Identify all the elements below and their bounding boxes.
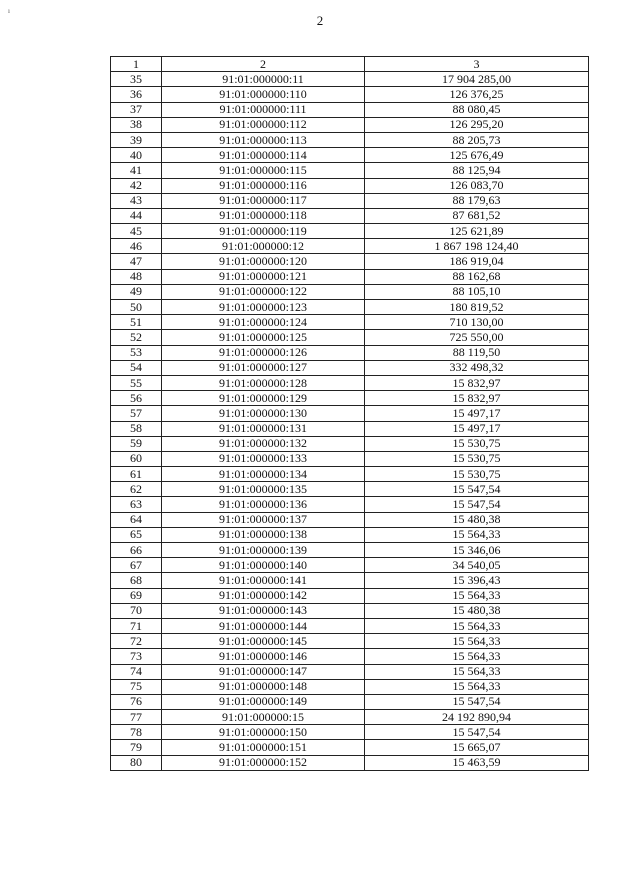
row-number-cell: 41 [111,163,162,178]
table-row [111,694,589,709]
table-row [111,117,589,132]
registry-table [110,56,589,771]
cadastral-number-cell: 91:01:000000:11 [162,72,365,87]
cadastral-number-cell: 91:01:000000:144 [162,618,365,633]
table-row [111,254,589,269]
value-cell: 15 480,38 [365,512,589,527]
table-row [111,239,589,254]
value-cell: 15 547,54 [365,497,589,512]
cadastral-number-cell: 91:01:000000:119 [162,224,365,239]
row-number-cell: 65 [111,527,162,542]
cadastral-number-cell: 91:01:000000:113 [162,132,365,147]
value-cell: 15 564,33 [365,527,589,542]
value-cell: 17 904 285,00 [365,72,589,87]
table-row [111,163,589,178]
row-number-cell: 36 [111,87,162,102]
registry-table-body [111,57,589,771]
cadastral-number-cell: 91:01:000000:131 [162,421,365,436]
cadastral-number-cell: 91:01:000000:118 [162,208,365,223]
cadastral-number-cell: 91:01:000000:133 [162,451,365,466]
cadastral-number-cell: 91:01:000000:142 [162,588,365,603]
row-number-cell: 38 [111,117,162,132]
value-cell: 15 564,33 [365,634,589,649]
value-cell: 15 497,17 [365,421,589,436]
value-cell: 15 547,54 [365,694,589,709]
value-cell: 88 080,45 [365,102,589,117]
value-cell: 24 192 890,94 [365,710,589,725]
value-cell: 34 540,05 [365,558,589,573]
value-cell: 15 564,33 [365,679,589,694]
row-number-cell: 55 [111,375,162,390]
cadastral-number-cell: 91:01:000000:152 [162,755,365,770]
cadastral-number-cell: 91:01:000000:130 [162,406,365,421]
table-row [111,679,589,694]
row-number-cell: 73 [111,649,162,664]
cadastral-number-cell: 91:01:000000:151 [162,740,365,755]
cadastral-number-cell: 91:01:000000:136 [162,497,365,512]
row-number-cell: 58 [111,421,162,436]
table-row [111,512,589,527]
cadastral-number-cell: 91:01:000000:137 [162,512,365,527]
cadastral-number-cell: 91:01:000000:127 [162,360,365,375]
row-number-cell: 48 [111,269,162,284]
value-cell: 126 376,25 [365,87,589,102]
value-cell: 15 547,54 [365,725,589,740]
row-number-cell: 60 [111,451,162,466]
cadastral-number-cell: 91:01:000000:112 [162,117,365,132]
value-cell: 87 681,52 [365,208,589,223]
cadastral-number-cell: 91:01:000000:124 [162,315,365,330]
cadastral-number-cell: 91:01:000000:120 [162,254,365,269]
cadastral-number-cell: 91:01:000000:135 [162,482,365,497]
table-row [111,527,589,542]
table-row [111,178,589,193]
table-row [111,284,589,299]
table-row [111,193,589,208]
cadastral-number-cell: 91:01:000000:121 [162,269,365,284]
cadastral-number-cell: 91:01:000000:132 [162,436,365,451]
value-cell: 15 832,97 [365,375,589,390]
cadastral-number-cell: 91:01:000000:116 [162,178,365,193]
cadastral-number-cell: 91:01:000000:145 [162,634,365,649]
row-number-cell: 42 [111,178,162,193]
table-row [111,360,589,375]
table-row [111,436,589,451]
table-row [111,72,589,87]
table-row [111,315,589,330]
value-cell: 88 125,94 [365,163,589,178]
row-number-cell: 69 [111,588,162,603]
table-row [111,375,589,390]
table-row [111,467,589,482]
value-cell: 88 162,68 [365,269,589,284]
table-row [111,330,589,345]
value-cell: 88 119,50 [365,345,589,360]
cadastral-number-cell: 91:01:000000:111 [162,102,365,117]
row-number-cell: 66 [111,543,162,558]
row-number-cell: 46 [111,239,162,254]
row-number-cell: 52 [111,330,162,345]
row-number-cell: 57 [111,406,162,421]
row-number-cell: 53 [111,345,162,360]
table-row [111,451,589,466]
row-number-cell: 64 [111,512,162,527]
value-cell: 88 205,73 [365,132,589,147]
value-cell: 15 530,75 [365,467,589,482]
table-row [111,664,589,679]
table-row [111,740,589,755]
table-row [111,406,589,421]
cadastral-number-cell: 91:01:000000:143 [162,603,365,618]
cadastral-number-cell: 91:01:000000:123 [162,300,365,315]
row-number-cell: 50 [111,300,162,315]
cadastral-number-cell: 91:01:000000:122 [162,284,365,299]
row-number-cell: 40 [111,148,162,163]
row-number-cell: 67 [111,558,162,573]
cadastral-number-cell: 91:01:000000:114 [162,148,365,163]
value-cell: 126 083,70 [365,178,589,193]
row-number-cell: 79 [111,740,162,755]
value-cell: 126 295,20 [365,117,589,132]
cadastral-number-cell: 91:01:000000:146 [162,649,365,664]
row-number-cell: 71 [111,618,162,633]
row-number-cell: 74 [111,664,162,679]
row-number-cell: 51 [111,315,162,330]
value-cell: 710 130,00 [365,315,589,330]
column-header-2: 2 [162,57,365,72]
cadastral-number-cell: 91:01:000000:117 [162,193,365,208]
value-cell: 15 564,33 [365,588,589,603]
table-row [111,269,589,284]
cadastral-number-cell: 91:01:000000:139 [162,543,365,558]
table-row [111,421,589,436]
value-cell: 15 564,33 [365,618,589,633]
value-cell: 15 530,75 [365,451,589,466]
row-number-cell: 62 [111,482,162,497]
column-header-3: 3 [365,57,589,72]
value-cell: 125 676,49 [365,148,589,163]
table-row [111,603,589,618]
corner-mark: ı [8,7,10,15]
row-number-cell: 72 [111,634,162,649]
table-row [111,634,589,649]
value-cell: 332 498,32 [365,360,589,375]
cadastral-number-cell: 91:01:000000:138 [162,527,365,542]
table-row [111,345,589,360]
table-row [111,573,589,588]
table-row [111,87,589,102]
value-cell: 15 530,75 [365,436,589,451]
value-cell: 15 480,38 [365,603,589,618]
row-number-cell: 59 [111,436,162,451]
row-number-cell: 49 [111,284,162,299]
value-cell: 186 919,04 [365,254,589,269]
cadastral-number-cell: 91:01:000000:134 [162,467,365,482]
value-cell: 15 665,07 [365,740,589,755]
table-row [111,148,589,163]
value-cell: 180 819,52 [365,300,589,315]
row-number-cell: 78 [111,725,162,740]
cadastral-number-cell: 91:01:000000:129 [162,391,365,406]
cadastral-number-cell: 91:01:000000:150 [162,725,365,740]
value-cell: 15 547,54 [365,482,589,497]
row-number-cell: 80 [111,755,162,770]
cadastral-number-cell: 91:01:000000:140 [162,558,365,573]
value-cell: 15 346,06 [365,543,589,558]
row-number-cell: 45 [111,224,162,239]
cadastral-number-cell: 91:01:000000:147 [162,664,365,679]
table-row [111,300,589,315]
row-number-cell: 37 [111,102,162,117]
cadastral-number-cell: 91:01:000000:110 [162,87,365,102]
cadastral-number-cell: 91:01:000000:141 [162,573,365,588]
cadastral-number-cell: 91:01:000000:115 [162,163,365,178]
row-number-cell: 70 [111,603,162,618]
row-number-cell: 43 [111,193,162,208]
value-cell: 15 497,17 [365,406,589,421]
value-cell: 125 621,89 [365,224,589,239]
row-number-cell: 56 [111,391,162,406]
cadastral-number-cell: 91:01:000000:15 [162,710,365,725]
table-row [111,649,589,664]
row-number-cell: 76 [111,694,162,709]
row-number-cell: 39 [111,132,162,147]
table-row [111,725,589,740]
table-row [111,497,589,512]
cadastral-number-cell: 91:01:000000:125 [162,330,365,345]
table-row [111,755,589,770]
table-row [111,482,589,497]
row-number-cell: 77 [111,710,162,725]
page-number: 2 [316,13,324,28]
value-cell: 15 564,33 [365,649,589,664]
row-number-cell: 68 [111,573,162,588]
cadastral-number-cell: 91:01:000000:149 [162,694,365,709]
table-row [111,208,589,223]
value-cell: 15 564,33 [365,664,589,679]
table-row [111,588,589,603]
row-number-cell: 63 [111,497,162,512]
table-header-row [111,57,589,72]
value-cell: 88 179,63 [365,193,589,208]
row-number-cell: 44 [111,208,162,223]
cadastral-number-cell: 91:01:000000:12 [162,239,365,254]
cadastral-number-cell: 91:01:000000:148 [162,679,365,694]
value-cell: 88 105,10 [365,284,589,299]
table-row [111,102,589,117]
cadastral-number-cell: 91:01:000000:126 [162,345,365,360]
row-number-cell: 54 [111,360,162,375]
value-cell: 1 867 198 124,40 [365,239,589,254]
table-row [111,132,589,147]
value-cell: 15 463,59 [365,755,589,770]
row-number-cell: 47 [111,254,162,269]
column-header-1: 1 [111,57,162,72]
row-number-cell: 75 [111,679,162,694]
value-cell: 725 550,00 [365,330,589,345]
row-number-cell: 35 [111,72,162,87]
table-row [111,710,589,725]
row-number-cell: 61 [111,467,162,482]
value-cell: 15 396,43 [365,573,589,588]
table-row [111,224,589,239]
table-row [111,558,589,573]
value-cell: 15 832,97 [365,391,589,406]
table-row [111,618,589,633]
cadastral-number-cell: 91:01:000000:128 [162,375,365,390]
table-row [111,391,589,406]
table-row [111,543,589,558]
